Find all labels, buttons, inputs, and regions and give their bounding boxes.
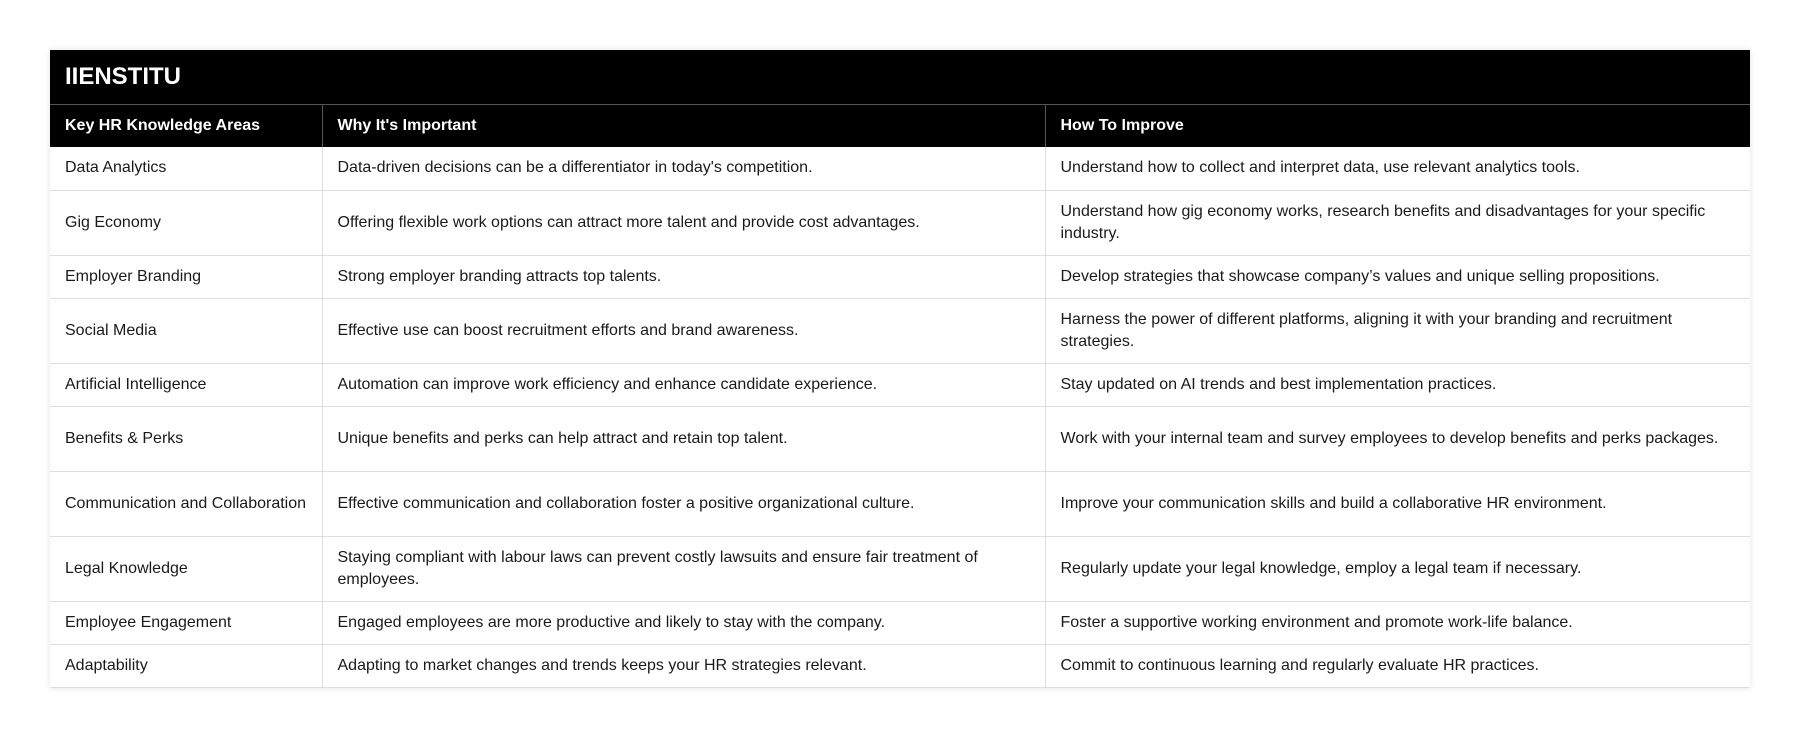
improvement-cell: Improve your communication skills and build a collaborative HR environment.: [1045, 471, 1750, 536]
improvement-cell: Stay updated on AI trends and best implementation practices.: [1045, 363, 1750, 406]
improvement-cell: Foster a supportive working environment and promote work-life balance.: [1045, 601, 1750, 644]
importance-cell: Automation can improve work efficiency and enhance candidate experience.: [322, 363, 1045, 406]
improvement-cell: Understand how gig economy works, research benefits and disadvantages for your specific industry.: [1045, 190, 1750, 255]
importance-cell: Effective use can boost recruitment efforts and brand awareness.: [322, 298, 1045, 363]
hr-knowledge-table: [50, 50, 1750, 688]
table-header-row: [50, 105, 1750, 148]
importance-cell: Engaged employees are more productive and likely to stay with the company.: [322, 601, 1045, 644]
improvement-cell: Commit to continuous learning and regularly evaluate HR practices.: [1045, 644, 1750, 687]
table-row: [50, 147, 1750, 190]
importance-cell: Staying compliant with labour laws can prevent costly lawsuits and ensure fair treatment of employees.: [322, 536, 1045, 601]
table-row: [50, 406, 1750, 471]
importance-cell: Strong employer branding attracts top talents.: [322, 255, 1045, 298]
improvement-cell: Develop strategies that showcase company’s values and unique selling propositions.: [1045, 255, 1750, 298]
table-row: [50, 255, 1750, 298]
knowledge-area-cell: Legal Knowledge: [50, 536, 322, 601]
table-row: [50, 601, 1750, 644]
knowledge-area-cell: Employer Branding: [50, 255, 322, 298]
table-row: [50, 363, 1750, 406]
table-title: IIENSTITU: [50, 50, 1750, 105]
improvement-cell: Harness the power of different platforms, aligning it with your branding and recruitment strategies.: [1045, 298, 1750, 363]
importance-cell: Unique benefits and perks can help attract and retain top talent.: [322, 406, 1045, 471]
importance-cell: Data-driven decisions can be a differentiator in today's competition.: [322, 147, 1045, 190]
hr-knowledge-table-container: [50, 50, 1750, 688]
improvement-cell: Understand how to collect and interpret data, use relevant analytics tools.: [1060, 159, 1580, 177]
knowledge-area-cell: Gig Economy: [50, 190, 322, 255]
table-row: [50, 536, 1750, 601]
table-row: [50, 190, 1750, 255]
improvement-cell: Regularly update your legal knowledge, employ a legal team if necessary.: [1045, 536, 1750, 601]
knowledge-area-cell: Benefits & Perks: [50, 406, 322, 471]
knowledge-area-cell: Artificial Intelligence: [50, 363, 322, 406]
table-row: [50, 298, 1750, 363]
column-header-why-important: Why It's Important: [322, 105, 1045, 148]
importance-cell: Adapting to market changes and trends keeps your HR strategies relevant.: [322, 644, 1045, 687]
knowledge-area-cell: Employee Engagement: [50, 601, 322, 644]
table-row: [50, 644, 1750, 687]
importance-cell: Effective communication and collaboration foster a positive organizational culture.: [322, 471, 1045, 536]
importance-cell: Offering flexible work options can attract more talent and provide cost advantages.: [322, 190, 1045, 255]
column-header-how-to-improve: How To Improve: [1045, 105, 1750, 148]
knowledge-area-cell: Communication and Collaboration: [50, 471, 322, 536]
table-row: [50, 471, 1750, 536]
improvement-cell: Work with your internal team and survey employees to develop benefits and perks packages.: [1045, 406, 1750, 471]
column-header-knowledge-area: Key HR Knowledge Areas: [50, 105, 322, 148]
knowledge-area-cell: Social Media: [50, 298, 322, 363]
knowledge-area-cell: Data Analytics: [50, 147, 322, 190]
knowledge-area-cell: Adaptability: [50, 644, 322, 687]
